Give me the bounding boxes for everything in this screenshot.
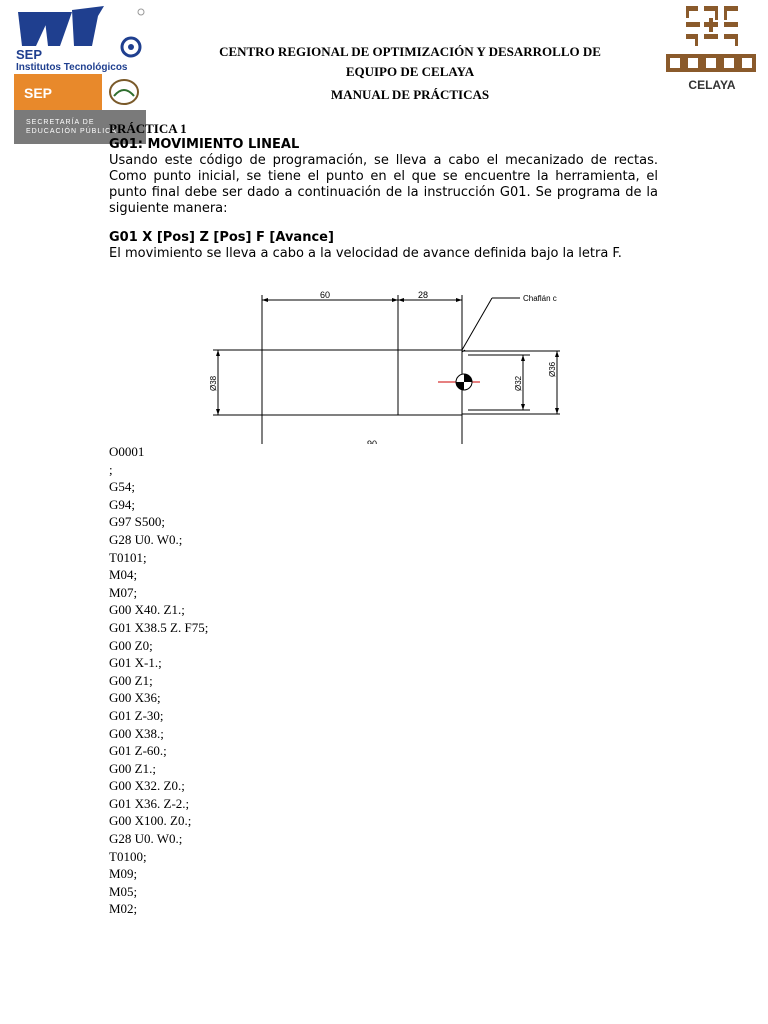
code-line: T0101; bbox=[109, 549, 147, 565]
code-line: G00 X100. Z0.; bbox=[109, 813, 192, 829]
document-header bbox=[160, 42, 660, 105]
code-line: G00 X38.; bbox=[109, 725, 164, 741]
code-line: G00 Z0; bbox=[109, 637, 153, 653]
institutos-label: Institutos Tecnológicos bbox=[16, 62, 128, 73]
sep-brand-top: SEP bbox=[16, 47, 43, 62]
dia-32-label: Ø32 bbox=[514, 375, 523, 391]
code-line: M04; bbox=[109, 567, 138, 583]
crode-logo bbox=[664, 4, 760, 94]
secretaria-line2: EDUCACIÓN PÚBLICA bbox=[26, 128, 117, 135]
code-line: M07; bbox=[109, 584, 138, 600]
practice-subtitle: G01: MOVIMIENTO LINEAL bbox=[109, 137, 300, 152]
dim-60-label: 60 bbox=[319, 290, 331, 300]
practice-description: El movimiento se lleva a cabo a la velocidad de avance definida bajo la letra F. bbox=[109, 246, 622, 261]
code-line: G01 Z-30; bbox=[109, 707, 164, 723]
code-line: G28 U0. W0.; bbox=[109, 531, 183, 547]
code-line: G01 X38.5 Z. F75; bbox=[109, 619, 209, 635]
code-line: G00 Z1.; bbox=[109, 760, 156, 776]
code-line: G01 X-1.; bbox=[109, 655, 162, 671]
code-line: M09; bbox=[109, 866, 138, 882]
dim-90-label: 90 bbox=[366, 439, 378, 444]
header-manual-title: MANUAL DE PRÁCTICAS bbox=[330, 87, 490, 102]
code-line: M05; bbox=[109, 883, 138, 899]
code-line: O0001 bbox=[109, 444, 145, 459]
code-line: G01 Z-60.; bbox=[109, 743, 167, 759]
dia-38-label: Ø38 bbox=[209, 375, 218, 391]
code-line: G00 X40. Z1.; bbox=[109, 602, 185, 618]
sep-brand-mid: SEP bbox=[24, 85, 53, 101]
code-line: G00 Z1; bbox=[109, 672, 153, 688]
code-line: ; bbox=[109, 461, 113, 477]
header-line-2: EQUIPO DE CELAYA bbox=[345, 64, 475, 79]
crode-city: CELAYA bbox=[688, 78, 736, 92]
g01-syntax: G01 X [Pos] Z [Pos] F [Avance] bbox=[109, 230, 334, 245]
code-line: M02; bbox=[109, 901, 138, 917]
code-line: G94; bbox=[109, 496, 135, 512]
code-line: G28 U0. W0.; bbox=[109, 831, 183, 847]
header-line-1: CENTRO REGIONAL DE OPTIMIZACIÓN Y DESARROLLO DE bbox=[219, 44, 601, 59]
code-line: G00 X36; bbox=[109, 690, 161, 706]
secretaria-line1: SECRETARÍA DE bbox=[26, 119, 95, 126]
code-line: G00 X32. Z0.; bbox=[109, 778, 185, 794]
cnc-code-listing bbox=[109, 443, 208, 918]
technical-drawing bbox=[205, 287, 570, 444]
dim-28-label: 28 bbox=[417, 290, 429, 300]
practice-paragraph: Usando este código de programación, se lleva a cabo el mecanizado de rectas. Como punto inicial, se tiene el punto en el que se encuentre la herramienta, el punto final debe ser dado a continuación de la instrucción G01. Se programa de la siguiente manera: bbox=[109, 153, 658, 216]
chaflan-label: Chaflán c bbox=[523, 294, 557, 303]
code-line: G01 X36. Z-2.; bbox=[109, 795, 190, 811]
code-line: G97 S500; bbox=[109, 514, 165, 530]
code-line: G54; bbox=[109, 479, 135, 495]
code-line: T0100; bbox=[109, 848, 147, 864]
dia-36-label: Ø36 bbox=[548, 361, 557, 377]
practice-title: PRÁCTICA 1 bbox=[109, 121, 187, 136]
